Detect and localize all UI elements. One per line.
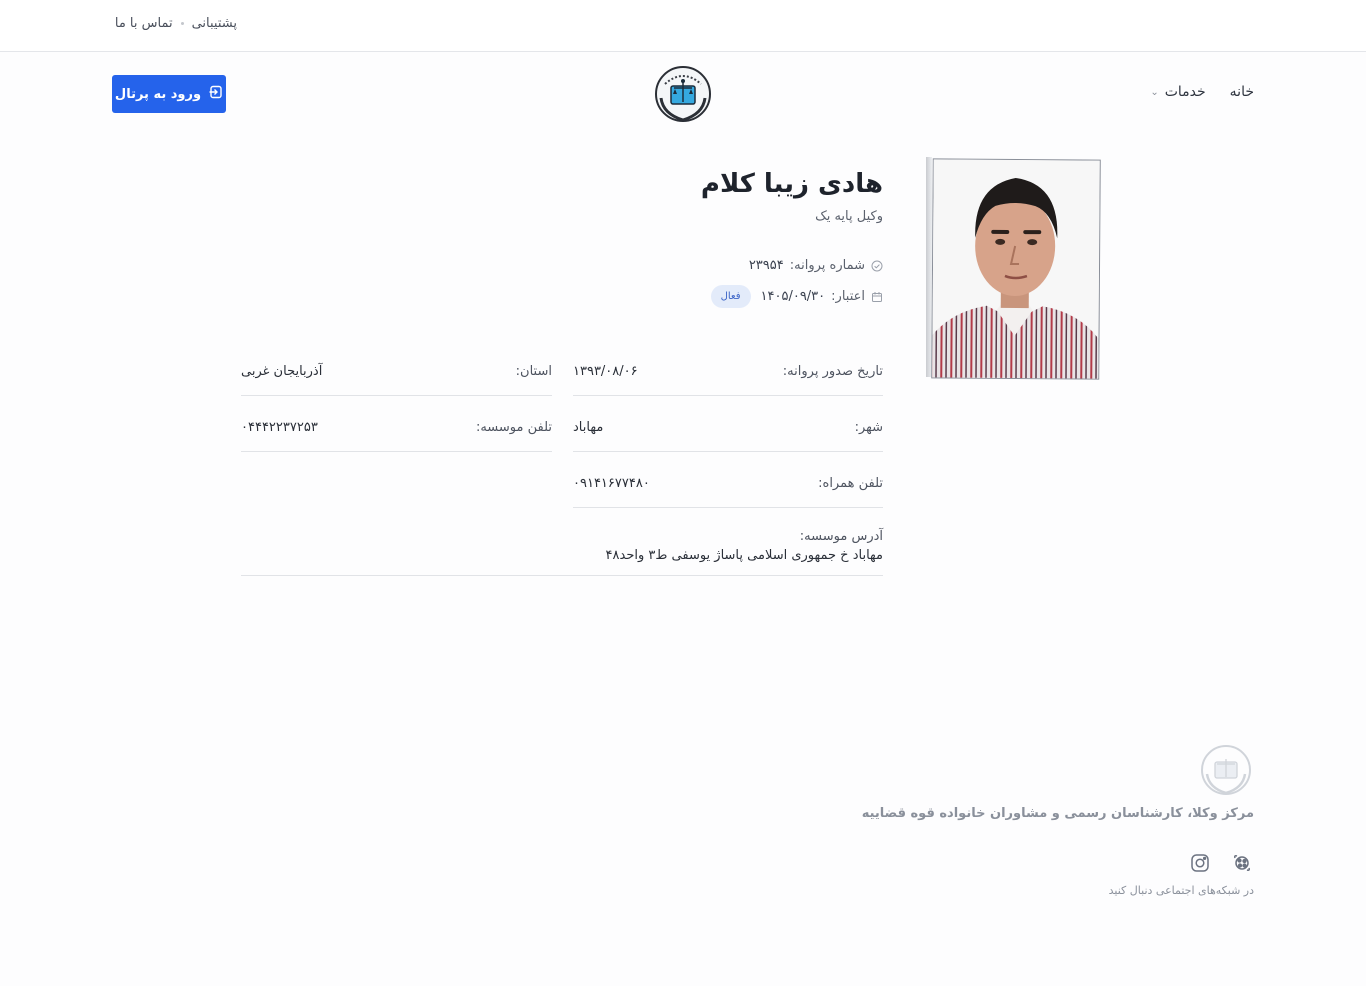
province-value: آذربایجان غربی [241,364,323,379]
status-badge: فعال [711,285,751,308]
city-cell [573,396,883,452]
mobile-label: تلفن همراه: [818,476,883,491]
judiciary-logo[interactable] [653,64,713,124]
profile-photo [926,157,1102,381]
address-cell [241,520,883,576]
issue-date-value: ۱۳۹۳/۰۸/۰۶ [573,364,638,379]
mobile-value[interactable]: ۰۹۱۴۱۶۷۷۴۸۰ [573,476,650,491]
top-bar [0,0,1366,52]
support-link[interactable]: پشتیبانی [191,16,237,31]
nav-services[interactable] [1150,84,1205,100]
address-label: آدرس موسسه: [799,529,883,544]
portal-login-button[interactable] [112,75,226,113]
footer-logo [1200,744,1252,796]
top-links [115,16,237,31]
chevron-down-icon: ⌄ [1150,86,1159,98]
contact-link[interactable]: تماس با ما [114,16,173,31]
separator-dot [181,22,184,25]
instagram-icon[interactable] [1190,853,1210,873]
aparat-icon[interactable] [1232,853,1252,873]
address-value: مهاباد خ جمهوری اسلامی پاساژ یوسفی ط۳ واحد۴۸ [605,548,883,563]
login-icon [209,85,223,103]
issue-date-label: تاریخ صدور پروانه: [782,364,883,379]
main-nav [1150,84,1254,100]
social-links [1190,853,1252,873]
portal-login-label: ورود به پرتال [114,86,202,102]
mobile-cell [573,452,883,508]
issue-date-cell [573,340,883,396]
validity-date: ۱۴۰۵/۰۹/۳۰ [760,289,826,304]
calendar-icon [871,291,883,303]
office-phone-label: تلفن موسسه: [475,420,552,435]
office-phone-value[interactable]: ۰۴۴۴۲۲۳۷۲۵۳ [241,420,318,435]
office-phone-cell [241,396,552,452]
validity-label: اعتبار: [831,289,865,304]
follow-text: در شبکه‌های اجتماعی دنبال کنید [1108,884,1254,897]
profile-header [701,166,883,224]
province-cell [241,340,552,396]
validity-row [711,285,883,308]
nav-home[interactable] [1230,84,1254,100]
license-label: شماره پروانه: [789,258,865,273]
person-title: وکیل پایه یک [815,209,883,224]
photo-frame [931,158,1101,379]
check-circle-icon [871,260,883,272]
license-number: ۲۳۹۵۴ [748,258,784,273]
footer-org-title: مرکز وکلا، کارشناسان رسمی و مشاوران خانواده قوه قضاییه [861,806,1254,821]
nav-home-label: خانه [1229,84,1254,100]
city-label: شهر: [854,420,883,435]
license-row [749,258,883,273]
person-name: هادی زیبا کلام [700,169,883,199]
nav-services-label: خدمات [1164,84,1206,100]
city-value: مهاباد [573,420,604,435]
province-label: استان: [515,364,552,379]
